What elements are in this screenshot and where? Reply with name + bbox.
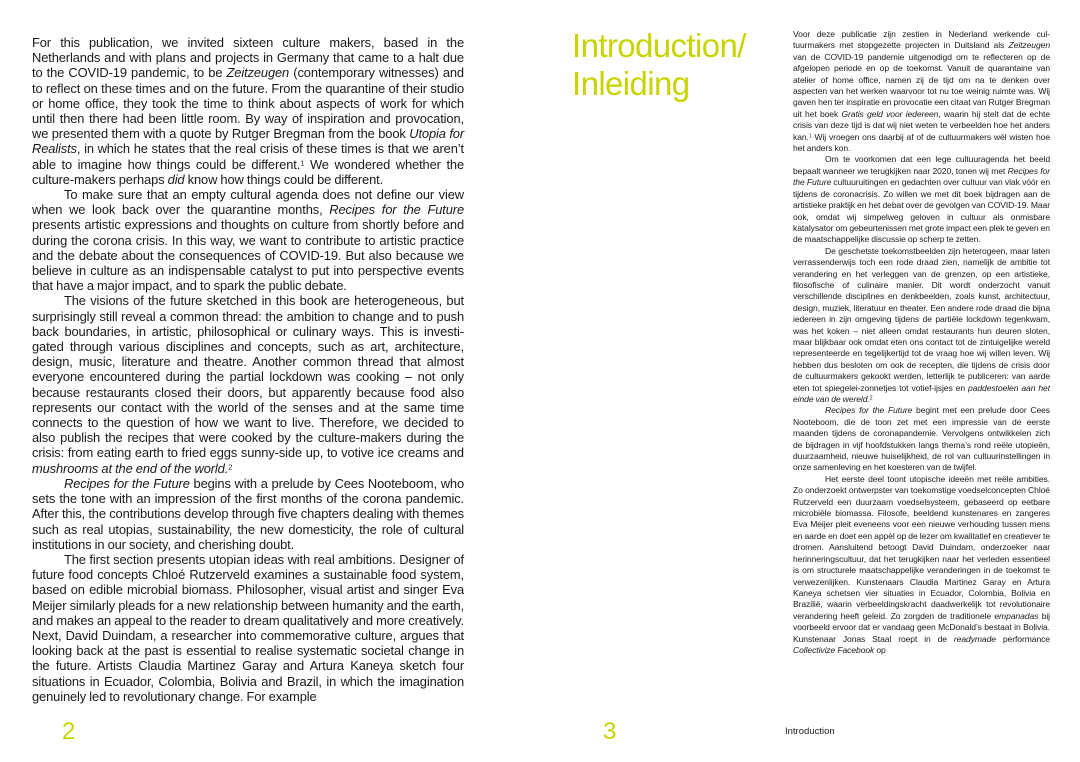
running-head: Introduction [785, 726, 835, 737]
text-run: op [874, 644, 886, 655]
page-number-left: 2 [62, 718, 76, 745]
paragraph [793, 405, 1050, 473]
italic-text: mushrooms at the end of the world. [32, 460, 229, 476]
footnote-marker: 1 [300, 158, 305, 168]
text-run: Om te voorkomen dat een lege cultuuragenda het beeld bepaalt wanneer we terugkijken naar 2020, tonen wij met [793, 154, 1050, 176]
text-run: We wondered whether the culture-makers perhaps [32, 156, 465, 187]
italic-text: Collectivize Facebook [793, 644, 875, 655]
italic-text: paddestoelen aan het einde van de wereld. [793, 382, 1051, 404]
text-run: Het eerste deel toont utopische ideeën met reële ambities. Zo onderzoekt ontwerpster van toekomstige voedselconcepten Chloé Rutzerveld een duurzaam voedselsysteem, gebaseerd op eetbare microbiële biomassa. Filosofe, beeldend kunstenares en zangeres Eva Meijer pleit eveneens voor een nieuwe verhouding tussen mens en aarde en doet een appèl op de lezer om kwalitatief en creatiever te dromen. Aansluitend betoogt David Duindam, onderzoeker naar herinneringscultuur, dat het terugkijken naar het verleden essentieel is om structurele maatschappelijke veranderingen in de toekomst te verwezenlijken. Kunstenaars Claudia Martinez Garay en Artura Kaneya schetsen vier situaties in Ecuador, Colombia, Bolivia en Brazilië, waarin verbeeldingskracht daadwerkelijk tot revolutionaire verandering heeft geleid. Zo zorgden de traditionele [793, 473, 1050, 621]
italic-text: Recipes for the Future [793, 165, 1050, 188]
footnote-marker: 2 [228, 462, 233, 472]
paragraph [32, 293, 464, 475]
text-run: begint met een prelude door Cees Nooteboom, die de toon zet met een impressie van de eerste maanden tijdens de coronapandemie. Vervolgens ontwikkelen zich de bijdragen in vijf hoofdstukken langs thema’s rond reële utopieën, duurzaamheid, nieuwe huiselijkheid, de rol van cultuurinstellingen in onze samenleving en het koesteren van de twijfel. [793, 405, 1051, 473]
text-run: bij voorbeeld ervoor dat er vandaag geen McDonald’s bestaat in Bolivia. Kunstenaar Jonas Staal roept in de [793, 610, 1051, 644]
paragraph [793, 154, 1050, 245]
text-run: begins with a prelude by Cees Nooteboom, who sets the tone with an impression of the first months of the corona pandemic. After this, the contributions develop through five chapters dealing with themes such as real utopias, sustainability, the new domesticity, the role of cultural institutions in our society, and cherishing doubt. [32, 475, 464, 552]
paragraph [32, 552, 464, 704]
text-run: , in which he states that the real crisis of these times is that we aren’t able to imagine how things could be different. [32, 141, 464, 172]
italic-text: did [167, 171, 185, 187]
paragraph [32, 35, 464, 187]
paragraph [793, 474, 1050, 657]
text-run: (contemporary witnesses) and to reflect on these times and on the future. From the quarantine of their studio or home office, they took the time to think about aspects of work for which until then there had been little room. By way of inspiration and provocation, we presented them with a quote by Rutger Bregman from the book [32, 65, 464, 142]
paragraph [32, 187, 464, 293]
chapter-title-english: Introduction/ [572, 27, 746, 64]
text-run: presents artistic expressions and thoughts on culture from shortly before and during the corona crisis. In this way, we want to contribute to artistic practice and the debate about the consequences of COVID-19. But also because we believe in culture as an indispensable catalyst to put into perspective events that have a major impact, and to spark the public debate. [32, 217, 464, 294]
footnote-marker: 2 [869, 395, 873, 402]
text-run: , waarin hij stelt dat de echte crisis van deze tijd is dat wij niet weten te verbeelden hoe het anders kan. [793, 108, 1050, 142]
paragraph [793, 246, 1050, 406]
paragraph [32, 476, 464, 552]
text-run: Voor deze publicatie zijn zestien in Nederland werkende cultuurmakers met stopgezette projecten in Duitsland als [793, 29, 1050, 51]
italic-text: Recipes for the Future [825, 405, 913, 416]
page-number-right: 3 [603, 718, 617, 745]
text-run: The visions of the future sketched in this book are heterogeneous, but surprisingly still reveal a common thread: the ambition to change and to push back boundaries, in artistic, philosophical or culinary ways. This is investigated through various disciplines and concepts, such as art, architecture, design, music, literature and theatre. Another common thread that almost everyone encountered during the partial lockdown was cooking – not only because restaurants closed their doors, but apparently because food also represents our contact with the world of the senses and at the same time connects to the question of how we want to live. Therefore, we decided to also publish the recipes that were cooked by the culture-makers during the crisis: from eating earth to fried eggs sunny-side up, to votive ice creams and [32, 293, 464, 461]
text-run: performance [995, 633, 1050, 644]
chapter-title-dutch: Inleiding [572, 65, 690, 102]
text-run: Wij vroegen ons daarbij af of de cultuurmakers wél wisten hoe het anders kon. [793, 131, 1050, 154]
italic-text: empanadas [994, 610, 1039, 621]
italic-text: Zeitzeugen [1008, 40, 1050, 51]
english-body-text [32, 35, 464, 704]
footnote-marker: 1 [808, 133, 812, 140]
dutch-body-text [793, 29, 1050, 656]
italic-text: Recipes for the Future [64, 475, 190, 491]
italic-text: Gratis geld voor iedereen [841, 108, 939, 119]
right-page [540, 0, 1080, 762]
text-run: know how things could be different. [184, 171, 384, 187]
chapter-title [572, 27, 772, 103]
italic-text: Zeitzeugen [226, 65, 290, 81]
text-run: To make sure that an empty cultural agenda does not define our view when we look back over the quarantine months, [32, 187, 464, 218]
italic-text: readymade [953, 633, 996, 644]
text-run: cultuuruitingen en gedachten over cultuur van vlak vóór en tijdens de coronacrisis. Zo willen we met dit boek bijdragen aan de artistieke praktijk en het debat over de gevolgen van COVID-19. Maar ook, omdat wij simpelweg geloven in cultuur als onmisbare katalysator om gebeurtenissen met grote impact een plek te geven en de maatschappelijke discussie op scherp te zetten. [793, 177, 1050, 245]
text-run: De geschetste toekomstbeelden zijn heterogeen, maar laten verrassenderwijs toch een rode draad zien, namelijk de ambitie tot verandering en het verleggen van de grenzen, op een artistieke, filosofische of culinaire manier. Dit wordt onderzocht vanuit verschillende disciplines en denkbeelden, zoals kunst, architectuur, design, muziek, literatuur en theater. Een andere rode draad die bijna iedereen in zijn omgeving tijdens de partiële lockdown tegenkwam, was het koken – niet alleen omdat restaurants hun deuren sloten, maar blijkbaar ook omdat eten ons contact tot de zintuigelijke wereld representeerde en tegelijkertijd tot de vraag hoe wij willen leven. Wij hebben dus besloten om ook de recepten, die tijdens de crisis door de cultuurmakers gekookt werden, letterlijk te publiceren: van aarde eten tot spiegelei-zonnetjes tot votief-ijsjes en [793, 245, 1050, 393]
italic-text: Recipes for the Future [329, 202, 464, 218]
italic-text: Utopia for Realists [32, 126, 464, 157]
text-run: The first section presents utopian ideas with real ambitions. Designer of future food concepts Chloé Rutzerveld examines a sustainable food system, based on edible microbial biomass. Philosopher, visual artist and singer Eva Meijer similarly pleads for a new relationship between humanity and the earth, and makes an appeal to the reader to dream qualitatively and more creatively. Next, David Duindam, a researcher into commemorative culture, argues that looking back at the past is essential to realise systematic societal change in the future. Artists Claudia Martinez Garay and Artura Kaneya sketch four situations in Ecuador, Colombia, Bolivia and Brazil, in which the imagination genuinely led to revolutionary change. For example [32, 551, 464, 704]
paragraph [793, 29, 1050, 154]
text-run: van de COVID-19 pandemie uitgenodigd om te reflecteren op de afgelopen periode en op de toekomst. Vanuit de quarantaine van atelier of home office, namen zij de tijd om na te denken over aspecten van het werken waarvoor tot nu toe weinig ruimte was. Wij gaven hen ter inspiratie en provocatie een citaat van Rutger Bregman uit het boek [793, 51, 1050, 119]
text-run: For this publication, we invited sixteen culture makers, based in the Netherlands and with plans and projects in Germany that came to a halt due to the COVID-19 pandemic, to be [32, 35, 464, 81]
